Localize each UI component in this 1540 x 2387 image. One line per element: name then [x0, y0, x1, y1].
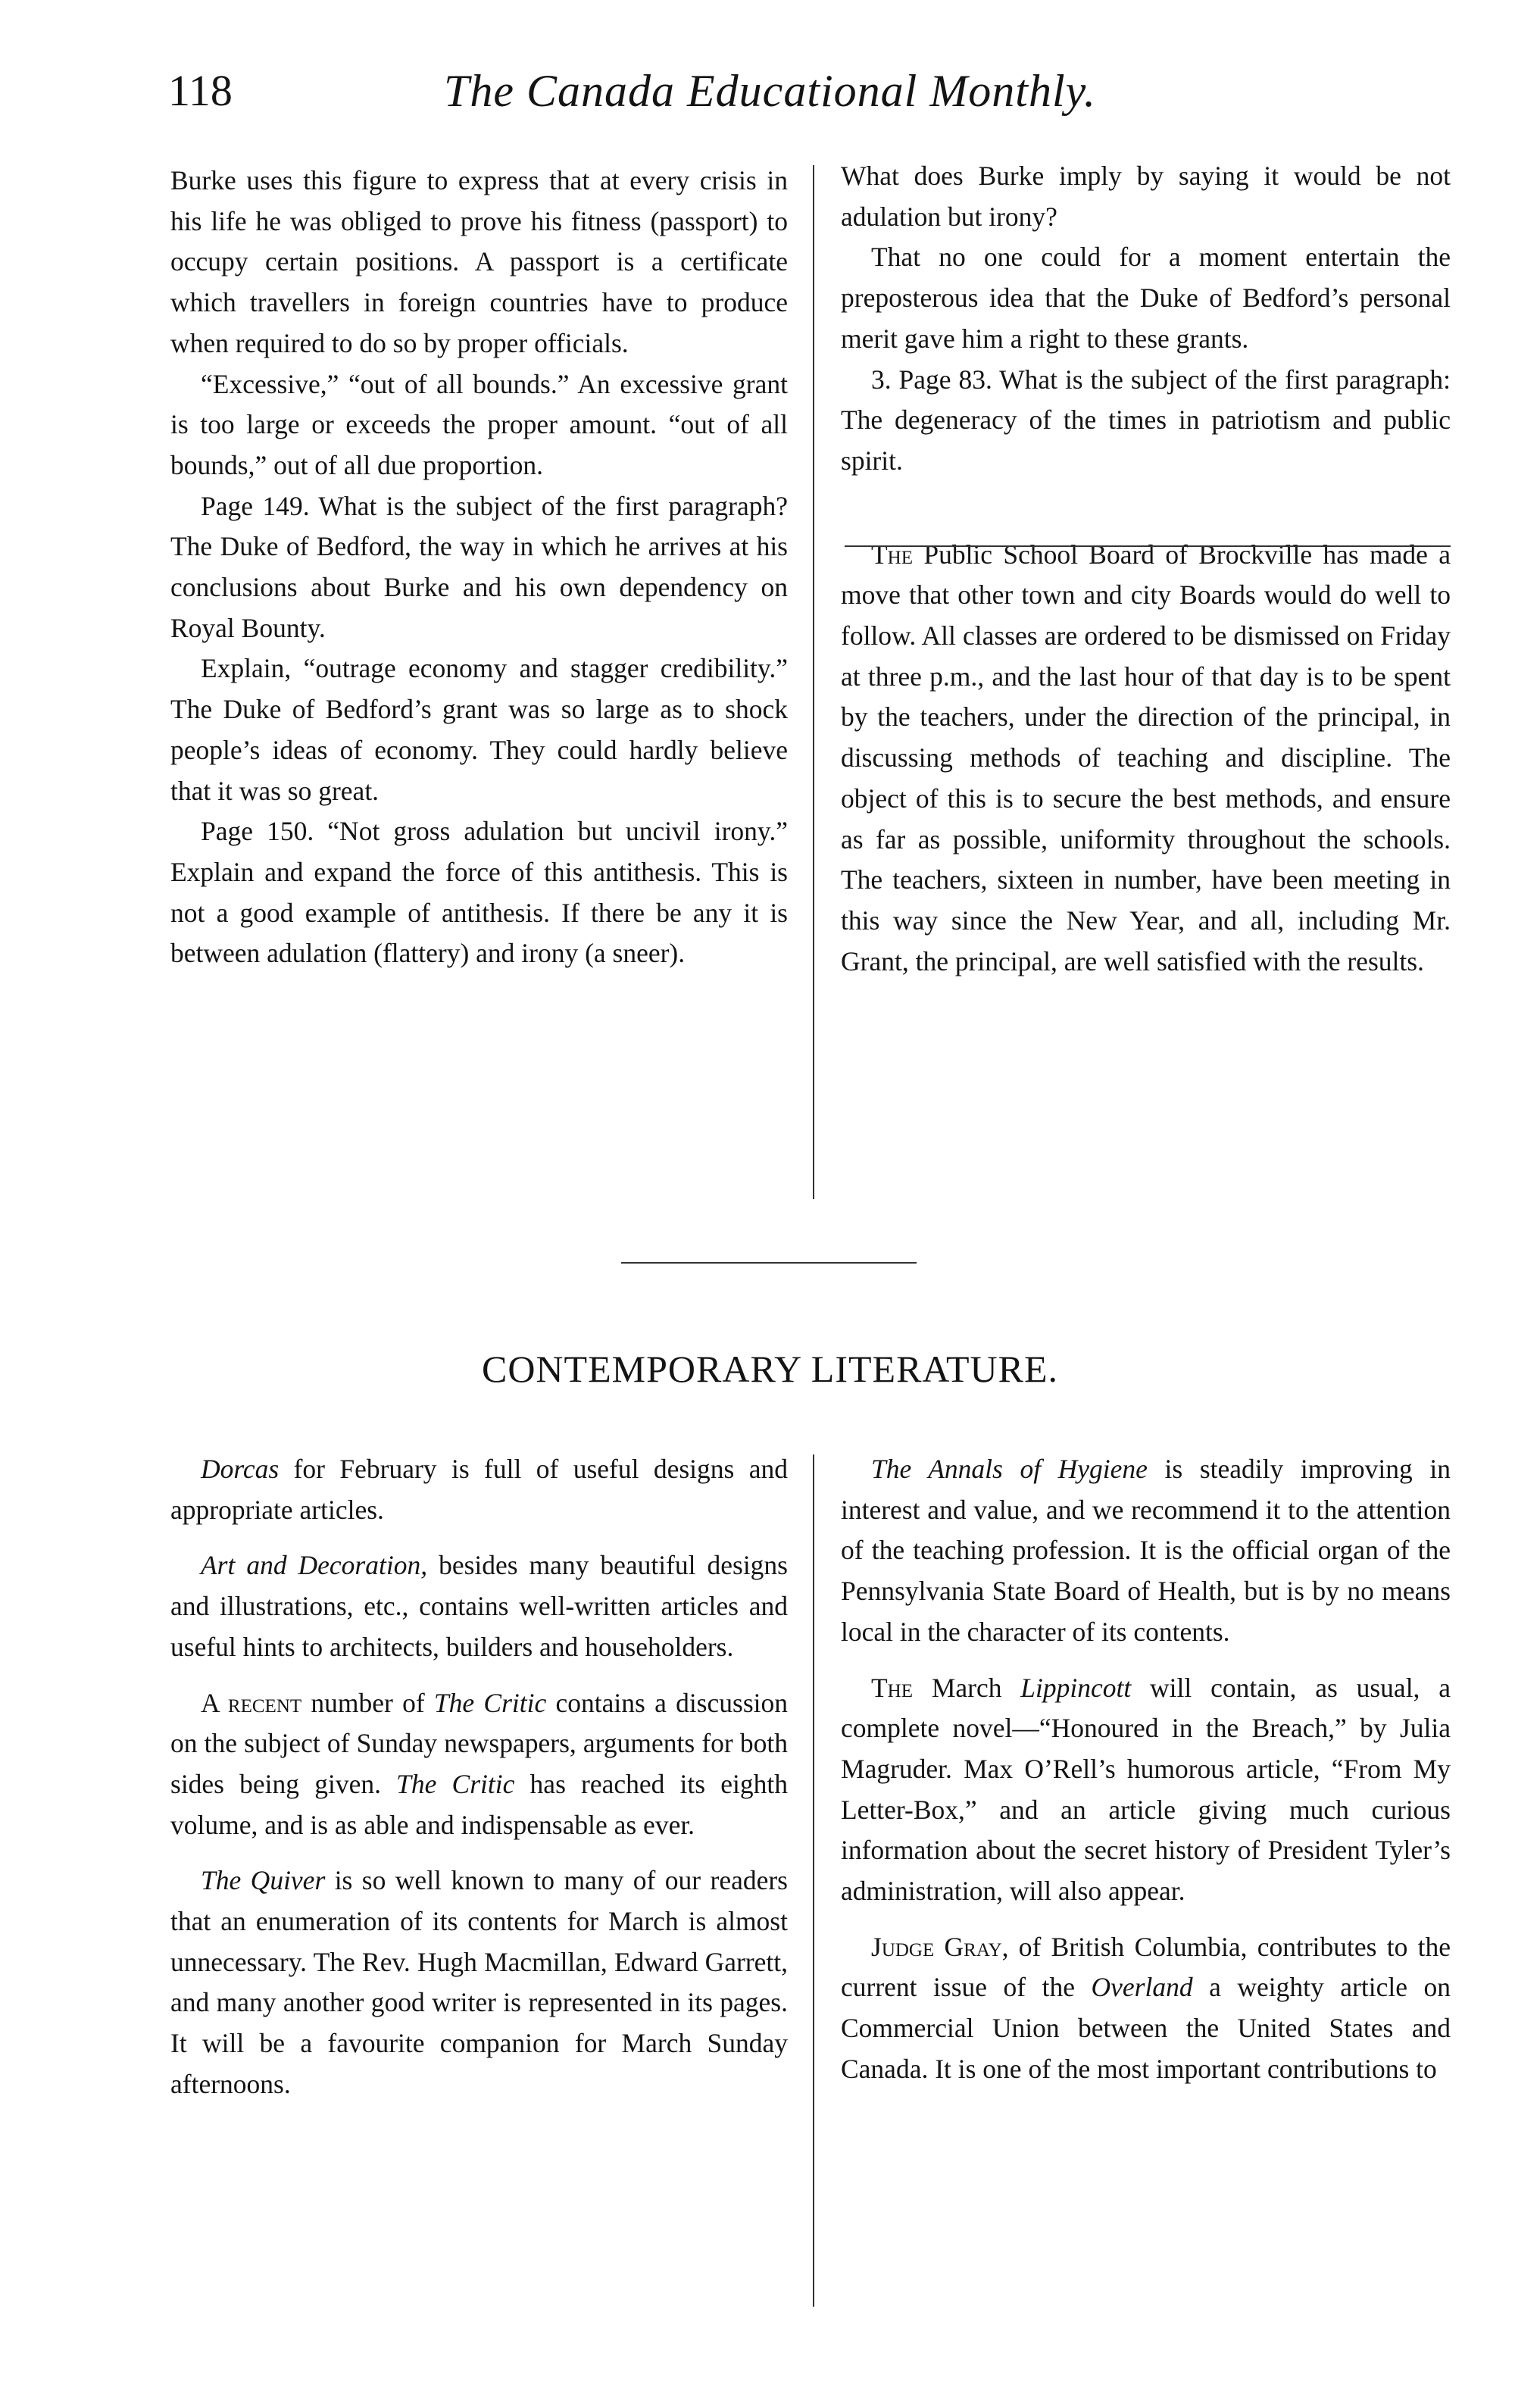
- review-art-decoration: Art and Decoration, besides many beautiful designs and illustrations, etc., contains well-written articles and useful hints to architects, builders and householders.: [170, 1550, 788, 1662]
- periodical-title: Dorcas: [201, 1454, 280, 1484]
- page-header: [0, 65, 1540, 133]
- paragraph: 3. Page 83. What is the subject of the first paragraph: The degeneracy of the times in patriotism and public spirit.: [841, 364, 1451, 476]
- review-annals-hygiene: The Annals of Hygiene is steadily improving in interest and value, and we recommend it to the attention of the teaching profession. It is the official organ of the Pennsylvania State Board of Health, but is by no means local in the character of its contents.: [841, 1454, 1451, 1647]
- review-overland: Judge Gray, of British Columbia, contributes to the current issue of the Overland a weighty article on Commercial Union between the United States and Canada. It is one of the most important contributions to: [841, 1931, 1451, 2084]
- running-title: The Canada Educational Monthly.: [444, 66, 1096, 116]
- paragraph: Page 150. “Not gross adulation but uncivil irony.” Explain and expand the force of this antithesis. This is not a good example of antithesis. If there be any it is between adulation (flattery) and irony (a sneer).: [170, 816, 788, 969]
- periodical-title: The Critic: [396, 1768, 515, 1799]
- notice-text: Public School Board of Brockville has made a move that other town and city Boards would do well to follow. All classes are ordered to be dismissed on Friday at three p.m., and the last hour of that day is to be spent by the teachers, under the direction of the principal, in discussing methods of teaching and discipline. The object of this is to secure the best methods, and ensure as far as possible, uniformity throughout the schools. The teachers, sixteen in number, have been meeting in this way since the New Year, and all, including Mr. Grant, the principal, are well satisfied with the results.: [841, 539, 1451, 976]
- lead-word: The: [871, 539, 914, 570]
- section-separator: [845, 545, 1451, 547]
- section-title: CONTEMPORARY LITERATURE.: [481, 1348, 1059, 1390]
- column-divider: [813, 1454, 814, 2307]
- section-rule: [621, 1262, 917, 1264]
- column-left-top: [170, 161, 788, 974]
- periodical-title: Lippincott: [1020, 1672, 1132, 1703]
- periodical-title: Art and Decoration,: [201, 1550, 428, 1581]
- periodical-title: Overland: [1091, 1972, 1193, 2003]
- paragraph: What does Burke imply by saying it would be not adulation but irony?: [841, 161, 1451, 232]
- page-number: 118: [168, 66, 233, 115]
- literature-right: [841, 1449, 1451, 2090]
- column-divider: [813, 165, 814, 1199]
- review-quiver: The Quiver is so well known to many of our readers that an enumeration of its contents for March is almost unnecessary. The Rev. Hugh Macmillan, Edward Garrett, and many another good writer is represented in its pages. It will be a favourite companion for March Sunday afternoons.: [170, 1865, 788, 2099]
- paragraph: That no one could for a moment entertain the preposterous idea that the Duke of Bedford’s personal merit gave him a right to these grants.: [841, 242, 1451, 354]
- periodical-title: The Annals of Hygiene: [871, 1454, 1148, 1484]
- paragraph: Explain, “outrage economy and stagger credibility.” The Duke of Bedford’s grant was so large as to shock people’s ideas of economy. They could hardly believe that it was so great.: [170, 653, 788, 806]
- paragraph: Page 149. What is the subject of the first paragraph? The Duke of Bedford, the way in which he arrives at his conclusions about Burke and his own dependency on Royal Bounty.: [170, 490, 788, 643]
- literature-left: [170, 1449, 788, 2105]
- paragraph: Burke uses this figure to express that at every crisis in his life he was obliged to prove his fitness (passport) to occupy certain positions. A passport is a certificate which travellers in foreign countries have to produce when required to do so by proper officials.: [170, 165, 788, 358]
- paragraph: “Excessive,” “out of all bounds.” An excessive grant is too large or exceeds the proper amount. “out of all bounds,” out of all due proportion.: [170, 368, 788, 480]
- column-right-top: [841, 156, 1451, 982]
- review-critic: A recent number of The Critic contains a discussion on the subject of Sunday newspapers, arguments for both sides being given. The Critic has reached its eighth volume, and is as able and indispensable as ever.: [170, 1687, 788, 1840]
- periodical-title: The Critic: [433, 1687, 547, 1718]
- review-lippincott: The March Lippincott will contain, as usual, a complete novel—“Honoured in the Breach,” by Julia Magruder. Max O’Rell’s humorous article, “From My Letter-Box,” and an article giving much curious information about the secret history of President Tyler’s administration, will also appear.: [841, 1672, 1451, 1907]
- review-dorcas: Dorcas for February is full of useful designs and appropriate articles.: [170, 1454, 788, 1525]
- brockville-notice: [841, 535, 1451, 983]
- periodical-title: The Quiver: [201, 1865, 326, 1896]
